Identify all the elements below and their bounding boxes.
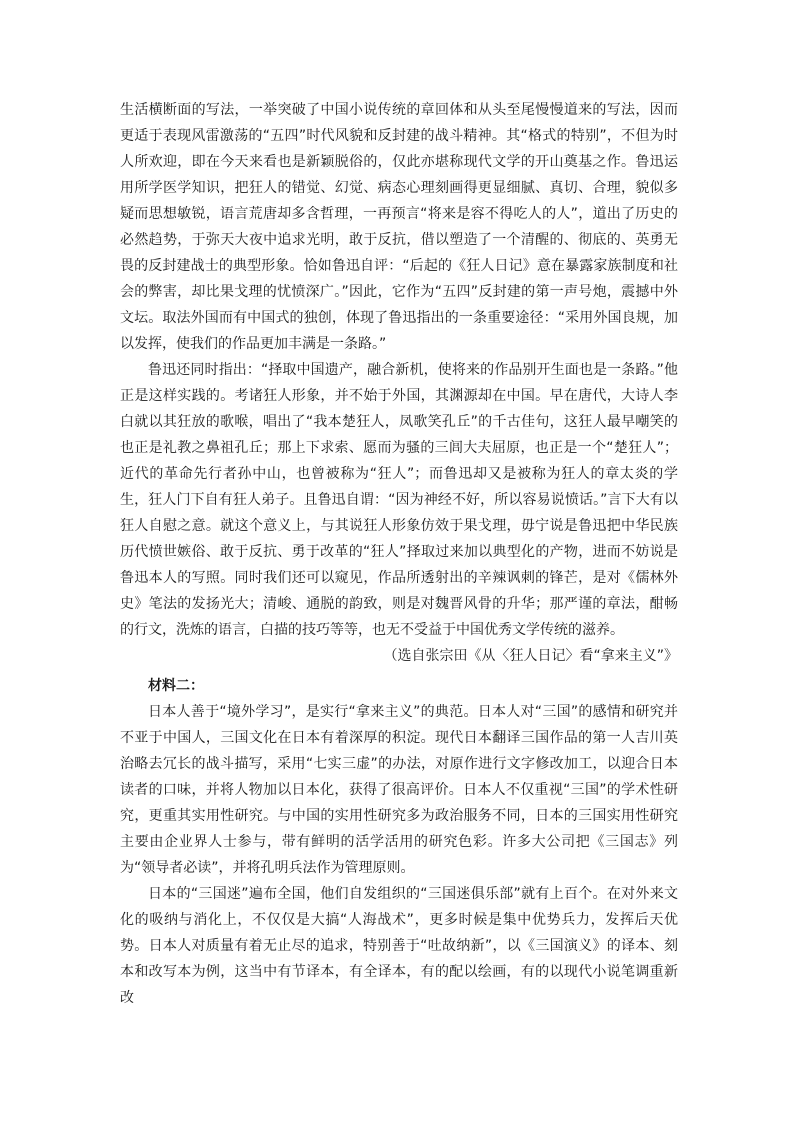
- paragraph-4: 日本的“三国迷”遍布全国，他们自发组织的“三国迷俱乐部”就有上百个。在对外来文化的吸纳与消化上，不仅仅是大搞“人海战术”，更多时候是集中优势兵力，发挥后天优势。日本人对质量有着无止尽的追求，特别善于“吐故纳新”，以《三国演义》的译本、刻本和改写本为例，这当中有节译本，有全译本，有的配以绘画，有的以现代小说笔调重新改: [120, 886, 678, 1006]
- paragraph-3: 日本人善于“境外学习”，是实行“拿来主义”的典范。日本人对“三国”的感情和研究并不亚于中国人，三国文化在日本有着深厚的积淀。现代日本翻译三国作品的第一人吉川英治略去冗长的战斗描写，采用“七实三虚”的办法，对原作进行文字修改加工，以迎合日本读者的口味，并将人物加以日本化，获得了很高评价。日本人不仅重视“三国”的学术性研究，更重其实用性研究。与中国的实用性研究多为政治服务不同，日本的三国实用性研究主要由企业界人士参与，带有鲜明的活学活用的研究色彩。许多大公司把《三国志》列为“领导者必读”，并将孔明兵法作为管理原则。: [120, 704, 678, 876]
- source-citation: （选自张宗田《从〈狂人日记〉看“拿来主义”》: [383, 648, 678, 664]
- paragraph-1: 生活横断面的写法，一举突破了中国小说传统的章回体和从头至尾慢慢道来的写法，因而更适于表现风雷激荡的“五四”时代风貌和反封建的战斗精神。其“格式的特别”，不但为时人所欢迎，即在今天来看也是新颖脱俗的，仅此亦堪称现代文学的开山奠基之作。鲁迅运用所学医学知识，把狂人的错觉、幻觉、病态心理刻画得更显细腻、真切、合理，貌似多疑而思想敏锐，语言荒唐却多含哲理，一再预言“将来是容不得吃人的人”，道出了历史的必然趋势，于弥天大夜中追求光明，敢于反抗，借以塑造了一个清醒的、彻底的、英勇无畏的反封建战士的典型形象。恰如鲁迅自评：“后起的《狂人日记》意在暴露家族制度和社会的弊害，却比果戈理的忧愤深广。”因此，它作为“五四”反封建的第一声号炮，震撼中外文坛。取法外国而有中国式的独创，体现了鲁迅指出的一条重要途径：“采用外国良规，加以发挥，使我们的作品更加丰满是一条路。”: [120, 102, 678, 352]
- document-page: [120, 97, 678, 1011]
- section-heading-material-2: 材料二：: [148, 678, 204, 694]
- paragraph-2: 鲁迅还同时指出：“择取中国遗产，融合新机，使将来的作品别开生面也是一条路。”他正是这样实践的。考诸狂人形象，并不始于外国，其渊源却在中国。早在唐代，大诗人李白就以其狂放的歌喉，唱出了“我本楚狂人，凤歌笑孔丘”的千古佳句，这狂人最早嘲笑的也正是礼教之鼻祖孔丘；那上下求索、愿而为骚的三闾大夫屈原，也正是一个“楚狂人”；近代的革命先行者孙中山，也曾被称为“狂人”；而鲁迅却又是被称为狂人的章太炎的学生，狂人门下自有狂人弟子。且鲁迅自谓：“因为神经不好，所以容易说愤话。”言下大有以狂人自慰之意。就这个意义上，与其说狂人形象仿效于果戈理，毋宁说是鲁迅把中华民族历代愤世嫉俗、敢于反抗、勇于改革的“狂人”择取过来加以典型化的产物，进而不妨说是鲁迅本人的写照。同时我们还可以窥见，作品所透射出的辛辣讽刺的锋芒，是对《儒林外史》笔法的发扬光大；清峻、通脱的韵致，则是对魏晋风骨的升华；那严谨的章法，酣畅的行文，洗炼的语言，白描的技巧等等，也无不受益于中国优秀文学传统的滋养。: [120, 362, 678, 638]
